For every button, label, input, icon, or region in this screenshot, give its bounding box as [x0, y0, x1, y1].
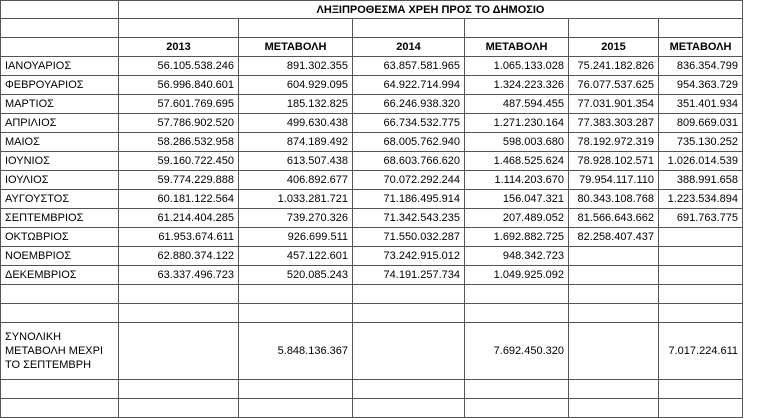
cell[interactable]: 78.192.972.319 [569, 133, 659, 152]
cell[interactable] [569, 266, 659, 285]
cell[interactable]: 81.566.643.662 [569, 209, 659, 228]
empty-row [1, 285, 743, 304]
summary-cell[interactable] [119, 323, 239, 380]
empty-cell[interactable] [659, 285, 743, 304]
empty-cell[interactable] [353, 19, 465, 38]
cell[interactable]: 891.302.355 [239, 57, 353, 76]
cell[interactable]: 598.003.680 [465, 133, 569, 152]
empty-cell[interactable] [239, 380, 353, 399]
header-cell[interactable] [1, 38, 119, 57]
header-cell-2013[interactable]: 2013 [119, 38, 239, 57]
row-label[interactable]: ΜΑΡΤΙΟΣ [1, 95, 119, 114]
cell[interactable]: 406.892.677 [239, 171, 353, 190]
summary-cell[interactable] [353, 323, 465, 380]
cell[interactable]: 691.763.775 [659, 209, 743, 228]
cell[interactable]: 57.786.902.520 [119, 114, 239, 133]
header-cell-metavoli-2015[interactable]: ΜΕΤΑΒΟΛΗ [659, 38, 743, 57]
empty-cell[interactable] [569, 285, 659, 304]
cell[interactable]: 1.324.223.326 [465, 76, 569, 95]
row-label[interactable]: ΑΠΡΙΛΙΟΣ [1, 114, 119, 133]
table-row-march [1, 95, 743, 114]
cell[interactable]: 62.880.374.122 [119, 247, 239, 266]
empty-cell[interactable] [119, 19, 239, 38]
cell[interactable]: 487.594.455 [465, 95, 569, 114]
table-row-november [1, 247, 743, 266]
cell[interactable]: 80.343.108.768 [569, 190, 659, 209]
cell[interactable]: 66.734.532.775 [353, 114, 465, 133]
cell[interactable]: 520.085.243 [239, 266, 353, 285]
sheet-title[interactable]: ΛΗΞΙΠΡΟΘΕΣΜΑ ΧΡΕΗ ΠΡΟΣ ΤΟ ΔΗΜΟΣΙΟ [119, 1, 743, 19]
cell[interactable]: 613.507.438 [239, 152, 353, 171]
empty-cell[interactable] [119, 380, 239, 399]
empty-cell[interactable] [239, 304, 353, 323]
cell[interactable]: 874.189.492 [239, 133, 353, 152]
empty-cell[interactable] [119, 285, 239, 304]
row-label[interactable]: ΙΟΥΝΙΟΣ [1, 152, 119, 171]
summary-cell-2014[interactable]: 7.692.450.320 [465, 323, 569, 380]
empty-cell[interactable] [465, 285, 569, 304]
cell[interactable]: 499.630.438 [239, 114, 353, 133]
empty-cell[interactable] [353, 285, 465, 304]
table-row-december [1, 266, 743, 285]
cell[interactable]: 351.401.934 [659, 95, 743, 114]
cell[interactable]: 156.047.321 [465, 190, 569, 209]
row-label[interactable]: ΙΟΥΛΙΟΣ [1, 171, 119, 190]
cell[interactable]: 75.241.182.826 [569, 57, 659, 76]
empty-cell[interactable] [569, 380, 659, 399]
title-row [1, 1, 743, 19]
empty-cell[interactable] [119, 399, 239, 418]
cell[interactable]: 1.065.133.028 [465, 57, 569, 76]
empty-cell[interactable] [353, 399, 465, 418]
summary-cell[interactable] [569, 323, 659, 380]
table-row-may [1, 133, 743, 152]
empty-cell[interactable] [659, 399, 743, 418]
row-label[interactable]: ΦΕΒΡΟΥΑΡΙΟΣ [1, 76, 119, 95]
cell[interactable]: 79.954.117.110 [569, 171, 659, 190]
empty-cell[interactable] [465, 19, 569, 38]
table-row-september [1, 209, 743, 228]
empty-cell[interactable] [239, 399, 353, 418]
summary-cell-2013[interactable]: 5.848.136.367 [239, 323, 353, 380]
cell[interactable]: 948.342.723 [465, 247, 569, 266]
cell[interactable]: 954.363.729 [659, 76, 743, 95]
empty-row [1, 19, 743, 38]
cell[interactable]: 82.258.407.437 [569, 228, 659, 247]
empty-row [1, 399, 743, 418]
cell[interactable]: 1.049.925.092 [465, 266, 569, 285]
table-row-june [1, 152, 743, 171]
empty-cell[interactable] [119, 304, 239, 323]
empty-cell[interactable] [465, 380, 569, 399]
header-cell-2014[interactable]: 2014 [353, 38, 465, 57]
cell[interactable]: 78.928.102.571 [569, 152, 659, 171]
cell[interactable]: 63.857.581.965 [353, 57, 465, 76]
cell[interactable]: 1.033.281.721 [239, 190, 353, 209]
cell[interactable] [659, 247, 743, 266]
cell[interactable]: 739.270.326 [239, 209, 353, 228]
header-row [1, 38, 743, 57]
empty-row [1, 380, 743, 399]
cell[interactable]: 60.181.122.564 [119, 190, 239, 209]
empty-cell[interactable] [239, 285, 353, 304]
summary-label[interactable]: ΣΥΝΟΛΙΚΗ ΜΕΤΑΒΟΛΗ ΜΕΧΡΙ ΤΟ ΣΕΠΤΕΜΒΡΗ [1, 323, 119, 380]
cell[interactable]: 58.286.532.958 [119, 133, 239, 152]
cell[interactable]: 457.122.601 [239, 247, 353, 266]
cell[interactable]: 76.077.537.625 [569, 76, 659, 95]
row-label[interactable]: ΑΥΓΟΥΣΤΟΣ [1, 190, 119, 209]
cell[interactable]: 1.468.525.624 [465, 152, 569, 171]
cell[interactable]: 207.489.052 [465, 209, 569, 228]
cell[interactable]: 61.214.404.285 [119, 209, 239, 228]
empty-cell[interactable] [353, 304, 465, 323]
cell[interactable]: 57.601.769.695 [119, 95, 239, 114]
empty-row [1, 304, 743, 323]
table-row-april [1, 114, 743, 133]
cell[interactable]: 66.246.938.320 [353, 95, 465, 114]
empty-cell[interactable] [239, 19, 353, 38]
cell[interactable]: 70.072.292.244 [353, 171, 465, 190]
empty-cell[interactable] [353, 380, 465, 399]
row-label[interactable]: ΜΑΙΟΣ [1, 133, 119, 152]
cell[interactable]: 71.342.543.235 [353, 209, 465, 228]
table-row-july [1, 171, 743, 190]
cell[interactable]: 71.186.495.914 [353, 190, 465, 209]
cell[interactable]: 68.005.762.940 [353, 133, 465, 152]
row-label[interactable]: ΙΑΝΟΥΑΡΙΟΣ [1, 57, 119, 76]
cell[interactable]: 836.354.799 [659, 57, 743, 76]
empty-cell[interactable] [659, 304, 743, 323]
row-label[interactable]: ΟΚΤΩΒΡΙΟΣ [1, 228, 119, 247]
empty-cell[interactable] [1, 380, 119, 399]
empty-cell[interactable] [1, 19, 119, 38]
header-cell-2015[interactable]: 2015 [569, 38, 659, 57]
empty-cell[interactable] [1, 285, 119, 304]
cell[interactable]: 735.130.252 [659, 133, 743, 152]
summary-cell-2015[interactable]: 7.017.224.611 [659, 323, 743, 380]
cell[interactable]: 77.383.303.287 [569, 114, 659, 133]
cell[interactable]: 56.996.840.601 [119, 76, 239, 95]
row-label[interactable]: ΣΕΠΤΕΜΒΡΙΟΣ [1, 209, 119, 228]
cell[interactable]: 59.774.229.888 [119, 171, 239, 190]
cell[interactable]: 64.922.714.994 [353, 76, 465, 95]
cell[interactable] [569, 247, 659, 266]
empty-cell[interactable] [659, 19, 743, 38]
cell[interactable]: 388.991.658 [659, 171, 743, 190]
cell[interactable]: 1.114.203.670 [465, 171, 569, 190]
cell[interactable]: 68.603.766.620 [353, 152, 465, 171]
cell[interactable]: 61.953.674.611 [119, 228, 239, 247]
cell[interactable]: 1.692.882.725 [465, 228, 569, 247]
cell[interactable]: 59.160.722.450 [119, 152, 239, 171]
cell[interactable]: 185.132.825 [239, 95, 353, 114]
cell[interactable]: 604.929.095 [239, 76, 353, 95]
summary-row [1, 323, 743, 380]
header-cell-metavoli-2013[interactable]: ΜΕΤΑΒΟΛΗ [239, 38, 353, 57]
row-label[interactable]: ΔΕΚΕΜΒΡΙΟΣ [1, 266, 119, 285]
empty-cell[interactable] [1, 304, 119, 323]
table-row-august [1, 190, 743, 209]
empty-cell[interactable] [569, 399, 659, 418]
row-label[interactable]: ΝΟΕΜΒΡΙΟΣ [1, 247, 119, 266]
cell[interactable]: 77.031.901.354 [569, 95, 659, 114]
table-row-february [1, 76, 743, 95]
cell[interactable]: 926.699.511 [239, 228, 353, 247]
cell[interactable]: 1.223.534.894 [659, 190, 743, 209]
cell[interactable]: 1.026.014.539 [659, 152, 743, 171]
empty-cell[interactable] [1, 399, 119, 418]
empty-cell[interactable] [465, 399, 569, 418]
empty-cell[interactable] [569, 19, 659, 38]
table-row-january [1, 57, 743, 76]
cell[interactable]: 1.271.230.164 [465, 114, 569, 133]
cell[interactable]: 56.105.538.246 [119, 57, 239, 76]
cell[interactable] [659, 228, 743, 247]
header-cell-metavoli-2014[interactable]: ΜΕΤΑΒΟΛΗ [465, 38, 569, 57]
empty-cell[interactable] [465, 304, 569, 323]
empty-cell[interactable] [1, 1, 119, 19]
cell[interactable]: 63.337.496.723 [119, 266, 239, 285]
cell[interactable]: 74.191.257.734 [353, 266, 465, 285]
cell[interactable]: 73.242.915.012 [353, 247, 465, 266]
cell[interactable] [659, 266, 743, 285]
empty-cell[interactable] [659, 380, 743, 399]
empty-cell[interactable] [569, 304, 659, 323]
table-row-october [1, 228, 743, 247]
cell[interactable]: 809.669.031 [659, 114, 743, 133]
cell[interactable]: 71.550.032.287 [353, 228, 465, 247]
